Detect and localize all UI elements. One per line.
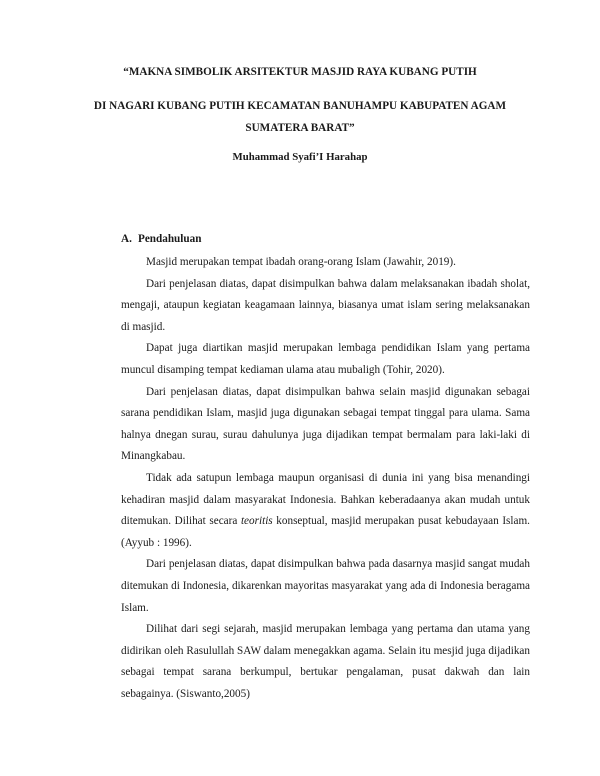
section-letter: A. (121, 233, 132, 245)
paragraph-3: Dapat juga diartikan masjid merupakan lembaga pendidikan Islam yang pertama muncul disamping tempat kediaman ulama atau mubaligh (Tohir, 2020). (121, 342, 530, 376)
paragraph-5 (121, 468, 530, 554)
section-title: Pendahuluan (138, 233, 202, 245)
paragraph-5-italic: teoritis (240, 515, 273, 528)
title-line-1: “MAKNA SIMBOLIK ARSITEKTUR MASJID RAYA KUBANG PUTIH (123, 66, 477, 78)
title-line-2: DI NAGARI KUBANG PUTIH KECAMATAN BANUHAMPU KABUPATEN AGAM (93, 100, 507, 112)
author-name: Muhammad Syafi’I Harahap (232, 151, 368, 163)
paragraph-5-text-a: Tidak ada satupun lembaga maupun organisasi di dunia ini yang bisa menandingi kehadiran masjid dalam masyarakat Indonesia. Bahkan keberadaanya akan mudah untuk ditemukan. Dilihat secara (121, 471, 530, 528)
section-heading (121, 233, 201, 245)
paragraph-5-text-b: konseptual, masjid merupakan pusat kebudayaan Islam. (Ayyub : 1996). (121, 515, 530, 549)
paragraph-4: Dari penjelasan diatas, dapat disimpulkan bahwa selain masjid digunakan sebagai sarana pendidikan Islam, masjid juga digunakan sebagai tempat tinggal para ulama. Sama halnya dnegan surau, surau dahulunya juga dijadikan tempat bermalam para laki-laki di Minangkabau. (121, 385, 530, 463)
paragraph-7: Dilihat dari segi sejarah, masjid merupakan lembaga yang pertama dan utama yang didirikan oleh Rasulullah SAW dalam menegakkan agama. Selain itu mesjid juga dijadikan sebagai tempat sarana berkumpul, bertukar pengalaman, pusat dakwah dan lain sebagainya. (Siswanto,2005) (121, 623, 530, 700)
title-line-3: SUMATERA BARAT” (245, 122, 355, 134)
paragraph-6: Dari penjelasan diatas, dapat disimpulkan bahwa pada dasarnya masjid sangat mudah ditemukan di Indonesia, dikarenkan mayoritas masyarakat yang ada di Indonesia beragama Islam. (121, 558, 530, 614)
body-text (121, 252, 530, 705)
paragraph-1: Masjid merupakan tempat ibadah orang-orang Islam (Jawahir, 2019). (146, 256, 456, 268)
paragraph-2: Dari penjelasan diatas, dapat disimpulkan bahwa dalam melaksanakan ibadah sholat, mengaji, ataupun kegiatan keagamaan lainnya, biasanya umat islam sering melaksanakan di masjid. (121, 277, 530, 333)
